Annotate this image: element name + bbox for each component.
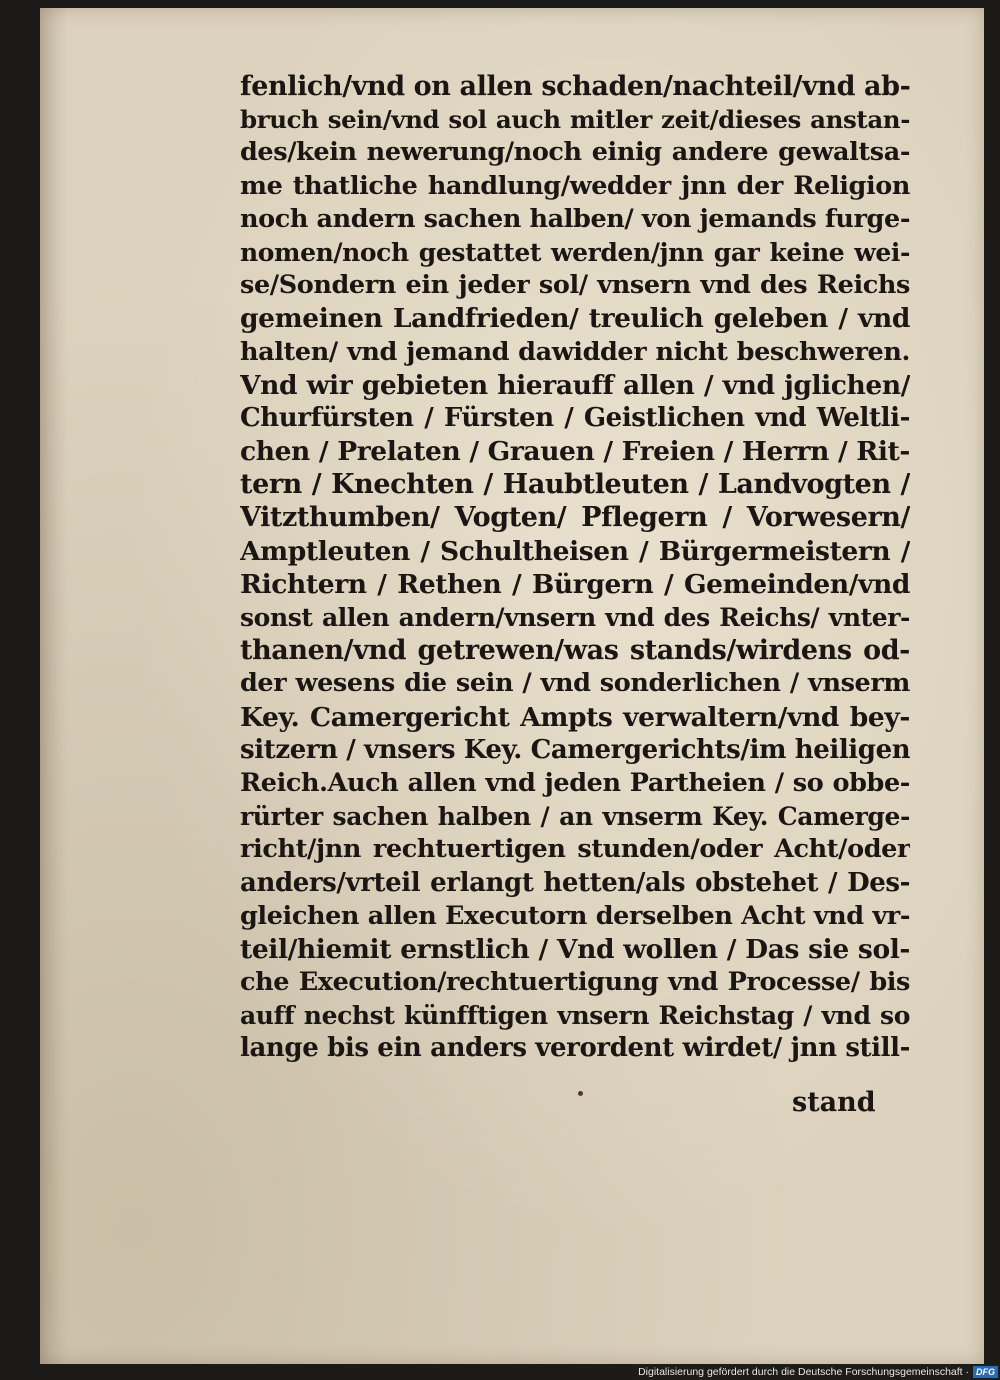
text-line: Reich.Auch allen vnd jeden Partheien / so obbe- [240,767,910,798]
text-line: nomen/noch gestattet werden/jnn gar keine wei- [240,237,910,267]
text-line: halten/ vnd jemand dawidder nicht beschweren. [240,336,910,367]
text-line: chen / Prelaten / Grauen / Freien / Herrn / Rit- [240,436,910,468]
ink-speck [578,1091,583,1096]
document-page [40,8,984,1364]
catchword: stand [792,1087,876,1118]
text-line: richt/jnn rechtuertigen stunden/oder Acht/oder [240,834,910,865]
text-line: sonst allen andern/vnsern vnd des Reichs/ vnter- [240,603,910,632]
digitization-footer [632,1364,1000,1380]
text-line: rürter sachen halben / an vnserm Key. Camerge- [240,802,910,832]
text-line: thanen/vnd getrewen/was stands/wirdens od- [240,635,910,667]
text-line: Vnd wir gebieten hierauff allen / vnd jglichen/ [240,369,910,401]
text-line: noch andern sachen halben/ von jemands furge- [240,203,910,234]
text-line: se/Sondern ein jeder sol/ vnsern vnd des Reichs [240,270,910,301]
text-line: teil/hiemit ernstlich / Vnd wollen / Das sie sol- [240,933,910,965]
text-line: che Execution/rechtuertigung vnd Processe/ bis [240,967,910,998]
text-line: gleichen allen Executorn derselben Acht vnd vr- [240,900,910,931]
text-line: me thatliche handlung/wedder jnn der Religion [240,170,910,201]
text-line: tern / Knechten / Haubtleuten / Landvogten / [240,469,910,501]
dfg-logo: DFG [973,1366,998,1378]
text-line: Churfürsten / Fürsten / Geistlichen vnd Weltli- [240,402,910,433]
text-line: lange bis ein anders verordent wirdet/ jnn still- [240,1033,910,1064]
text-line: bruch sein/vnd sol auch mitler zeit/dieses anstan- [240,105,910,135]
footer-credit: Digitalisierung gefördert durch die Deutsche Forschungsgemeinschaft · [638,1366,969,1378]
text-line: Richtern / Rethen / Bürgern / Gemeinden/vnd [240,568,910,600]
text-line: Key. Camergericht Ampts verwaltern/vnd bey- [240,701,910,733]
text-line: anders/vrteil erlangt hetten/als obstehet / Des- [240,867,910,898]
text-line: sitzern / vnsers Key. Camergerichts/im heiligen [240,734,910,765]
text-line: Vitzthumben/ Vogten/ Pflegern / Vorwesern/ [240,502,910,534]
text-line: des/kein newerung/noch einig andere gewaltsa- [240,137,910,168]
text-line: fenlich/vnd on allen schaden/nachteil/vnd ab- [240,71,910,102]
body-text [240,70,910,1066]
text-line: auff nechst künfftigen vnsern Reichstag / vnd so [240,1001,910,1031]
text-line: der wesens die sein / vnd sonderlichen / vnserm [240,668,910,699]
text-line: gemeinen Landfrieden/ treulich geleben / vnd [240,303,910,335]
text-line: Amptleuten / Schultheisen / Bürgermeistern / [240,535,910,567]
